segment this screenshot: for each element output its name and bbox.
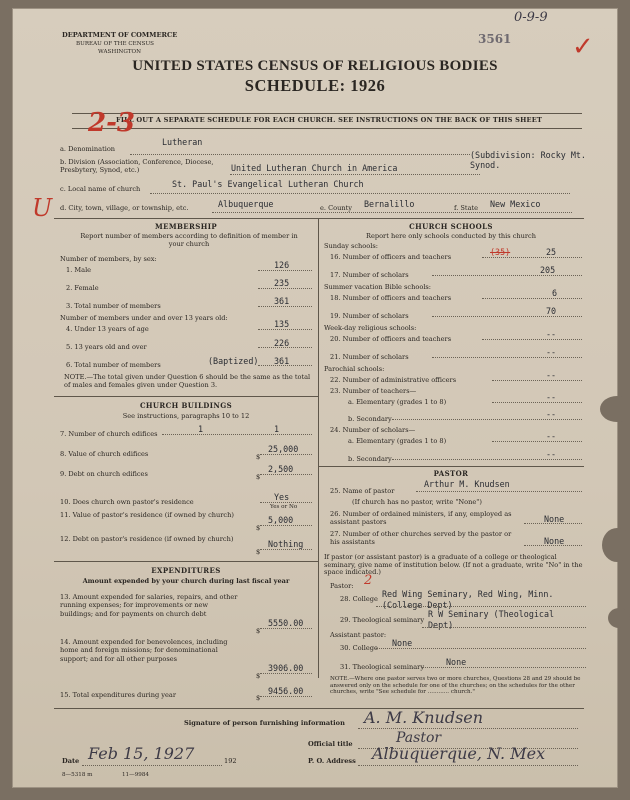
form-title: UNITED STATES CENSUS OF RELIGIOUS BODIES	[132, 58, 498, 74]
membership-sub: Report number of members according to definition of member in your church	[80, 232, 298, 248]
q17-label: 17. Number of scholars	[330, 271, 409, 279]
q14-label: 14. Amount expended for benevolences, including home and foreign missions; for denominational support; and for all other purposes	[60, 638, 228, 663]
q30-value: None	[392, 638, 413, 648]
q13-value: 5550.00	[268, 618, 304, 628]
schedule-title: SCHEDULE: 1926	[244, 76, 386, 95]
division-value: United Lutheran Church in America	[231, 163, 398, 173]
q25-hint: (If church has no pastor, write "None")	[352, 498, 482, 506]
q24b-value: --	[546, 449, 557, 459]
form-code: 8—5318 m	[62, 772, 93, 778]
q31-label: 31. Theological seminary	[340, 663, 425, 671]
paper-tear	[602, 528, 630, 562]
form-code-2: 11—9984	[122, 772, 149, 778]
q24-label: 24. Number of scholars—	[330, 426, 416, 434]
q8-label: 8. Value of church edifices	[60, 450, 149, 458]
q24a-label: a. Elementary (grades 1 to 8)	[348, 437, 447, 445]
q21-label: 21. Number of scholars	[330, 353, 409, 361]
q6-note: (Baptized)	[208, 356, 259, 366]
q3-value: 361	[274, 296, 290, 306]
q20-label: 20. Number of officers and teachers	[330, 335, 452, 343]
q1-label: 1. Male	[66, 266, 92, 274]
state-label: f. State	[454, 204, 479, 212]
dollar-sign: $	[256, 524, 261, 532]
q13-label: 13. Amount expended for salaries, repairs, and other running expenses; for improvements or new buildings; and for payments on church debt	[60, 593, 238, 618]
hand-two-mark: 2	[364, 573, 373, 588]
membership-note: NOTE.—The total given under Question 6 should be the same as the total of males and females given under Question 3.	[64, 373, 311, 389]
q3-label: 3. Total number of members	[66, 302, 161, 310]
q23-label: 23. Number of teachers—	[330, 387, 417, 395]
city-label: d. City, town, village, or township, etc.	[60, 204, 189, 212]
hand-code: 0-9-9	[514, 10, 548, 25]
buildings-heading: CHURCH BUILDINGS	[139, 401, 233, 410]
denomination-label: a. Denomination	[60, 145, 116, 153]
q10-value: Yes	[274, 492, 290, 502]
q28-label: 28. College	[340, 595, 378, 603]
membership-heading: MEMBERSHIP	[154, 222, 218, 231]
weekday-label: Week-day religious schools:	[324, 324, 417, 332]
church-name-value: St. Paul's Evangelical Lutheran Church	[172, 179, 364, 189]
parochial-label: Parochial schools:	[324, 365, 385, 373]
q2-label: 2. Female	[66, 284, 99, 292]
asst-pastor-label: Assistant pastor:	[330, 631, 387, 639]
pastor-note: NOTE.—Where one pastor serves two or more churches, Questions 28 and 29 should be answered only on the schedule for one of the churches; on the schedules for the other churches, write "See schedule for ............ church."	[330, 676, 581, 696]
q19-label: 19. Number of scholars	[330, 312, 409, 320]
q6-value: 361	[274, 356, 290, 366]
county-value: Bernalillo	[364, 199, 415, 209]
official-title-label: Official title	[308, 740, 353, 748]
q23b-value: --	[546, 409, 557, 419]
po-address-value: Albuquerque, N. Mex	[372, 744, 546, 763]
q27-value: None	[544, 536, 565, 546]
county-label: e. County	[320, 204, 352, 212]
by-sex-label: Number of members, by sex:	[60, 255, 157, 263]
state-value: New Mexico	[490, 199, 541, 209]
schools-heading: CHURCH SCHOOLS	[409, 222, 493, 231]
q26-value: None	[544, 514, 565, 524]
q11-label: 11. Value of pastor's residence (if owned by church)	[60, 511, 234, 519]
q6-label: 6. Total number of members	[66, 361, 161, 369]
po-address-label: P. O. Address	[308, 757, 356, 765]
q31-value: None	[446, 657, 467, 667]
q27-label: 27. Number of other churches served by the pastor or his assistants	[330, 530, 512, 546]
pastor-sub-label: Pastor:	[330, 582, 354, 590]
q7-label: 7. Number of church edifices	[60, 430, 158, 438]
q16-label: 16. Number of officers and teachers	[330, 253, 452, 261]
q7-value-b: 1	[274, 424, 280, 434]
q30-label: 30. College	[340, 644, 378, 652]
q12-label: 12. Debt on pastor's residence (if owned by church)	[60, 535, 234, 543]
q22-value: --	[546, 370, 557, 380]
q19-value: 70	[546, 306, 557, 316]
dollar-sign: $	[256, 453, 261, 461]
pastor-heading: PASTOR	[433, 469, 469, 478]
official-title-value: Pastor	[396, 730, 442, 746]
q4-value: 135	[274, 319, 290, 329]
church-name-label: c. Local name of church	[60, 185, 141, 193]
dollar-sign: $	[256, 672, 261, 680]
q18-value: 6	[552, 288, 558, 298]
q9-label: 9. Debt on church edifices	[60, 470, 148, 478]
q4-label: 4. Under 13 years of age	[66, 325, 149, 333]
q24a-value: --	[546, 431, 557, 441]
q24b-label: b. Secondary	[348, 455, 392, 463]
q8-value: 25,000	[268, 444, 299, 454]
q20-value: --	[546, 329, 557, 339]
q29-label: 29. Theological seminary	[340, 616, 425, 624]
q21-value: --	[546, 347, 557, 357]
age-head-label: Number of members under and over 13 years old:	[60, 314, 228, 322]
q12-value: Nothing	[268, 539, 304, 549]
signature-label: Signature of person furnishing information	[184, 719, 345, 727]
hand-mark: 2-3	[88, 108, 135, 138]
q15-label: 15. Total expenditures during year	[60, 691, 176, 699]
q18-label: 18. Number of officers and teachers	[330, 294, 452, 302]
q2-value: 235	[274, 278, 290, 288]
q23b-label: b. Secondary	[348, 415, 392, 423]
expenditures-heading: EXPENDITURES	[151, 566, 221, 575]
q14-value: 3906.00	[268, 663, 304, 673]
q1-value: 126	[274, 260, 290, 270]
dept-name: DEPARTMENT OF COMMERCE	[62, 31, 178, 39]
census-schedule-sheet	[12, 8, 618, 788]
division-label: b. Division (Association, Conference, Diocese, Presbytery, Synod, etc.)	[60, 158, 214, 174]
graduate-note: If pastor (or assistant pastor) is a graduate of a college or theological seminary, give name of institution below. (If not a graduate, write "No" in the space indicated.)	[324, 553, 583, 577]
denomination-value: Lutheran	[162, 137, 203, 147]
q16-value: 25	[546, 247, 557, 257]
q26-label: 26. Number of ordained ministers, if any, employed as assistant pastors	[330, 510, 512, 526]
date-value: Feb 15, 1927	[88, 744, 195, 763]
schools-sub: Report here only schools conducted by this church	[366, 232, 536, 240]
sunday-label: Sunday schools:	[324, 242, 378, 250]
dollar-sign: $	[256, 473, 261, 481]
q25-value: Arthur M. Knudsen	[424, 479, 510, 489]
buildings-sub: See instructions, paragraphs 10 to 12	[122, 412, 250, 420]
q22-label: 22. Number of administrative officers	[330, 376, 457, 384]
city-value: Albuquerque	[218, 199, 274, 209]
q16-struck: (35)	[490, 247, 511, 257]
subdivision-value: (Subdivision: Rocky Mt. Synod.	[470, 150, 586, 170]
q5-label: 5. 13 years old and over	[66, 343, 147, 351]
q17-value: 205	[540, 265, 556, 275]
hand-u-mark: U	[32, 194, 53, 222]
summer-label: Summer vacation Bible schools:	[324, 283, 432, 291]
instructions-line: FILL OUT A SEPARATE SCHEDULE FOR EACH CHURCH. SEE INSTRUCTIONS ON THE BACK OF THIS SHEET	[116, 116, 543, 124]
q9-value: 2,500	[268, 464, 294, 474]
q23a-value: --	[546, 392, 557, 402]
dollar-sign: $	[256, 627, 261, 635]
check-mark-icon: ✓	[572, 32, 594, 62]
dollar-sign: $	[256, 548, 261, 556]
signature-value: A. M. Knudsen	[364, 708, 484, 727]
bureau-name: BUREAU OF THE CENSUS	[76, 41, 155, 47]
q10-label: 10. Does church own pastor's residence	[60, 498, 194, 506]
q25-label: 25. Name of pastor	[330, 487, 395, 495]
expenditures-sub: Amount expended by your church during last fiscal year	[82, 577, 290, 585]
q28-value: Red Wing Seminary, Red Wing, Minn. (College Dept)	[382, 589, 554, 610]
date-year-prefix: 192	[224, 757, 237, 765]
paper-tear	[600, 396, 630, 422]
stamp-number: 3561	[478, 32, 512, 46]
q29-value: R W Seminary (Theological Dept)	[428, 609, 555, 630]
date-label: Date	[62, 757, 80, 765]
paper-tear	[608, 608, 630, 628]
dollar-sign: $	[256, 694, 261, 702]
q23a-label: a. Elementary (grades 1 to 8)	[348, 398, 447, 406]
q15-value: 9456.00	[268, 686, 304, 696]
q10-hint: Yes or No	[270, 504, 298, 510]
q11-value: 5,000	[268, 515, 294, 525]
q7-value-a: 1	[198, 424, 204, 434]
q5-value: 226	[274, 338, 290, 348]
bureau-city: WASHINGTON	[98, 49, 142, 55]
